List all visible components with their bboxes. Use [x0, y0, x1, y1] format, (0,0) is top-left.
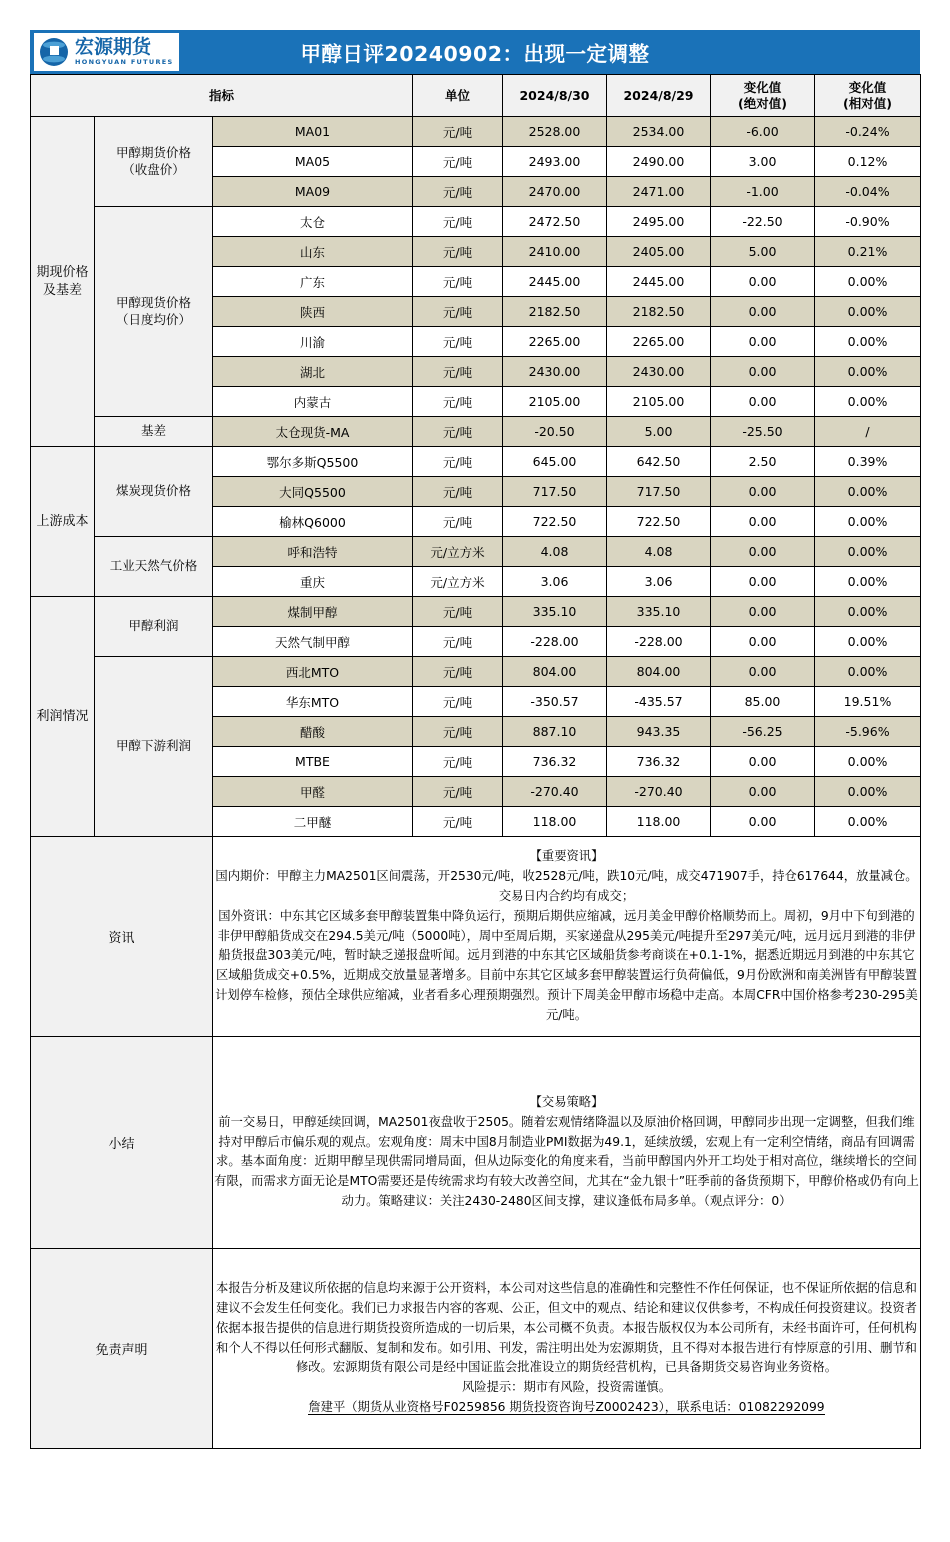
row-change-abs: 0.00	[711, 777, 815, 807]
row-change-abs: 0.00	[711, 357, 815, 387]
news-body: 【重要资讯】 国内期价：甲醇主力MA2501区间震荡，开2530元/吨，收2528元/吨，跌10元/吨，成交471907手，持仓617644，放量减仓。交易日内合约均有成交； 国外资讯：中东其它区域多套甲醇装置集中降负运行，预期后期供应缩减，远月美金甲醇价格顺势而上。周初，9月中下旬到港的非伊甲醇船货成交在294.5美元/吨（5000吨），周中至周后期，买家递盘从295美元/吨提升至297美元/吨，远月远月到港的非伊船货报盘303美元/吨，暂时缺乏递报盘听闻。远月到港的中东其它区域船货参考商谈在+0.1-1%，据悉近期远月到港的中东其它区域船货成交+0.5%，近期成交放量显著增多。目前中东其它区域多套甲醇装置运行负荷偏低，9月份欧洲和南美洲皆有甲醇装置计划停车检修，预估全球供应缩减，业者看多心理预期强烈。预计下周美金甲醇市场稳中走高。本周CFR中国价格参考230-295美元/吨。	[213, 837, 921, 1037]
row-item-name: 醋酸	[213, 717, 413, 747]
row-unit: 元/吨	[413, 687, 503, 717]
row-value-date2: 804.00	[607, 657, 711, 687]
group-label: 工业天然气价格	[95, 537, 213, 597]
row-change-abs: 0.00	[711, 567, 815, 597]
news-label: 资讯	[31, 837, 213, 1037]
row-change-abs: 2.50	[711, 447, 815, 477]
row-value-date1: -350.57	[503, 687, 607, 717]
table-row	[31, 597, 921, 627]
row-change-rel: 0.12%	[815, 147, 921, 177]
row-item-name: 山东	[213, 237, 413, 267]
row-item-name: 西北MTO	[213, 657, 413, 687]
summary-label: 小结	[31, 1037, 213, 1249]
row-change-abs: 3.00	[711, 147, 815, 177]
row-item-name: MA05	[213, 147, 413, 177]
row-unit: 元/吨	[413, 747, 503, 777]
row-value-date1: 2410.00	[503, 237, 607, 267]
col-header-change-abs: 变化值 (绝对值)	[711, 75, 815, 117]
row-value-date1: 645.00	[503, 447, 607, 477]
row-unit: 元/吨	[413, 207, 503, 237]
summary-body: 【交易策略】 前一交易日，甲醇延续回调，MA2501夜盘收于2505。随着宏观情绪降温以及原油价格回调，甲醇同步出现一定调整，但我们维持对甲醇后市偏乐观的观点。宏观角度：周末中国8月制造业PMI数据为49.1，延续放缓，宏观上有一定利空情绪，商品有回调需求。基本面角度：近期甲醇呈现供需同增局面，但从边际变化的角度来看，当前甲醇国内外开工均处于相对高位，继续增长的空间有限，而需求方面无论是MTO需要还是传统需求均有较大改善空间，尤其在“金九银十”旺季前的备货预期下，甲醇价格或仍有向上动力。策略建议：关注2430-2480区间支撑，建议逢低布局多单。（观点评分：0）	[213, 1037, 921, 1249]
row-value-date2: -228.00	[607, 627, 711, 657]
row-unit: 元/吨	[413, 357, 503, 387]
row-value-date1: 4.08	[503, 537, 607, 567]
row-unit: 元/立方米	[413, 567, 503, 597]
row-item-name: 广东	[213, 267, 413, 297]
row-unit: 元/吨	[413, 777, 503, 807]
logo-chinese-name: 宏源期货	[75, 36, 152, 59]
row-change-rel: 0.00%	[815, 597, 921, 627]
row-value-date2: 118.00	[607, 807, 711, 837]
row-change-abs: 0.00	[711, 507, 815, 537]
row-change-abs: 0.00	[711, 597, 815, 627]
col-header-date2: 2024/8/29	[607, 75, 711, 117]
row-value-date2: 2182.50	[607, 297, 711, 327]
row-value-date2: 2445.00	[607, 267, 711, 297]
table-row	[31, 447, 921, 477]
hongyuan-logo-icon	[38, 36, 70, 68]
col-header-change-rel: 变化值 (相对值)	[815, 75, 921, 117]
row-change-abs: 0.00	[711, 387, 815, 417]
row-item-name: 天然气制甲醇	[213, 627, 413, 657]
row-value-date1: 887.10	[503, 717, 607, 747]
row-value-date1: 2470.00	[503, 177, 607, 207]
row-value-date2: 2490.00	[607, 147, 711, 177]
row-value-date1: 2105.00	[503, 387, 607, 417]
table-row	[31, 537, 921, 567]
text-block-row	[31, 1037, 921, 1249]
row-value-date2: 717.50	[607, 477, 711, 507]
row-unit: 元/吨	[413, 597, 503, 627]
group-label: 甲醇利润	[95, 597, 213, 657]
row-change-abs: 85.00	[711, 687, 815, 717]
row-value-date1: 335.10	[503, 597, 607, 627]
row-value-date1: 804.00	[503, 657, 607, 687]
row-change-rel: -0.90%	[815, 207, 921, 237]
row-unit: 元/吨	[413, 267, 503, 297]
row-change-abs: -56.25	[711, 717, 815, 747]
row-change-rel: 0.00%	[815, 387, 921, 417]
row-item-name: 大同Q5500	[213, 477, 413, 507]
row-value-date1: 2430.00	[503, 357, 607, 387]
row-change-rel: 0.00%	[815, 567, 921, 597]
row-unit: 元/吨	[413, 117, 503, 147]
row-unit: 元/吨	[413, 717, 503, 747]
row-value-date1: -20.50	[503, 417, 607, 447]
row-value-date1: 2265.00	[503, 327, 607, 357]
company-logo	[34, 33, 179, 71]
row-value-date2: 335.10	[607, 597, 711, 627]
row-unit: 元/吨	[413, 657, 503, 687]
section-label: 利润情况	[31, 597, 95, 837]
row-unit: 元/吨	[413, 177, 503, 207]
group-label: 甲醇现货价格 （日度均价）	[95, 207, 213, 417]
row-change-abs: -6.00	[711, 117, 815, 147]
row-change-rel: 0.00%	[815, 657, 921, 687]
table-row	[31, 207, 921, 237]
row-value-date2: 2534.00	[607, 117, 711, 147]
group-label: 甲醇下游利润	[95, 657, 213, 837]
row-value-date1: 2493.00	[503, 147, 607, 177]
col-header-indicator: 指标	[31, 75, 413, 117]
row-value-date2: 2105.00	[607, 387, 711, 417]
row-value-date1: -270.40	[503, 777, 607, 807]
row-item-name: 重庆	[213, 567, 413, 597]
row-change-rel: 0.00%	[815, 507, 921, 537]
row-item-name: MTBE	[213, 747, 413, 777]
row-value-date1: -228.00	[503, 627, 607, 657]
row-value-date2: 4.08	[607, 537, 711, 567]
row-value-date2: 2495.00	[607, 207, 711, 237]
table-body	[31, 75, 921, 1449]
row-item-name: 湖北	[213, 357, 413, 387]
row-item-name: MA01	[213, 117, 413, 147]
row-change-abs: 0.00	[711, 297, 815, 327]
row-unit: 元/吨	[413, 627, 503, 657]
row-unit: 元/吨	[413, 237, 503, 267]
row-change-abs: 0.00	[711, 807, 815, 837]
row-change-abs: 0.00	[711, 477, 815, 507]
row-change-rel: 0.39%	[815, 447, 921, 477]
row-item-name: 鄂尔多斯Q5500	[213, 447, 413, 477]
row-change-rel: -5.96%	[815, 717, 921, 747]
row-unit: 元/吨	[413, 447, 503, 477]
row-item-name: 二甲醚	[213, 807, 413, 837]
row-value-date2: 3.06	[607, 567, 711, 597]
row-value-date2: 2430.00	[607, 357, 711, 387]
row-item-name: 陕西	[213, 297, 413, 327]
row-change-rel: 0.00%	[815, 357, 921, 387]
row-change-rel: 0.00%	[815, 627, 921, 657]
row-value-date2: 2471.00	[607, 177, 711, 207]
row-item-name: 甲醛	[213, 777, 413, 807]
row-item-name: 煤制甲醇	[213, 597, 413, 627]
row-value-date2: 5.00	[607, 417, 711, 447]
row-unit: 元/吨	[413, 327, 503, 357]
row-value-date2: 736.32	[607, 747, 711, 777]
row-change-abs: -25.50	[711, 417, 815, 447]
text-block-row	[31, 1249, 921, 1449]
row-unit: 元/吨	[413, 507, 503, 537]
row-unit: 元/吨	[413, 147, 503, 177]
report-header	[30, 30, 920, 74]
row-value-date2: 943.35	[607, 717, 711, 747]
row-unit: 元/立方米	[413, 537, 503, 567]
row-value-date2: 2405.00	[607, 237, 711, 267]
row-value-date1: 2182.50	[503, 297, 607, 327]
row-change-rel: /	[815, 417, 921, 447]
row-change-abs: 5.00	[711, 237, 815, 267]
section-label: 期现价格 及基差	[31, 117, 95, 447]
row-change-abs: 0.00	[711, 657, 815, 687]
row-change-abs: 0.00	[711, 327, 815, 357]
row-value-date1: 118.00	[503, 807, 607, 837]
row-unit: 元/吨	[413, 807, 503, 837]
data-table	[30, 74, 921, 1449]
row-change-abs: 0.00	[711, 267, 815, 297]
group-label: 甲醇期货价格 （收盘价）	[95, 117, 213, 207]
row-item-name: 太仓	[213, 207, 413, 237]
row-value-date2: 642.50	[607, 447, 711, 477]
row-change-rel: -0.04%	[815, 177, 921, 207]
row-change-rel: 19.51%	[815, 687, 921, 717]
row-value-date1: 722.50	[503, 507, 607, 537]
disclaimer-label: 免责声明	[31, 1249, 213, 1449]
row-value-date1: 2528.00	[503, 117, 607, 147]
logo-text	[75, 38, 173, 66]
disclaimer-body: 本报告分析及建议所依据的信息均来源于公开资料，本公司对这些信息的准确性和完整性不作任何保证，也不保证所依据的信息和建议不会发生任何变化。我们已力求报告内容的客观、公正，但文中的观点、结论和建议仅供参考，不构成任何投资建议。投资者依据本报告提供的信息进行期货投资所造成的一切后果，本公司概不负责。本报告版权仅为本公司所有，未经书面许可，任何机构和个人不得以任何形式翻版、复制和发布。如引用、刊发，需注明出处为宏源期货，且不得对本报告进行有悖原意的引用、删节和修改。宏源期货有限公司是经中国证监会批准设立的期货经营机构，已具备期货交易咨询业务资格。 风险提示：期市有风险，投资需谨慎。 詹建平（期货从业资格号F0259856 期货投资咨询号Z0002423），联系电话：01082292099	[213, 1249, 921, 1449]
group-label: 基差	[95, 417, 213, 447]
row-change-rel: 0.00%	[815, 327, 921, 357]
group-label: 煤炭现货价格	[95, 447, 213, 537]
row-change-rel: 0.00%	[815, 807, 921, 837]
row-item-name: 太仓现货-MA	[213, 417, 413, 447]
row-change-rel: 0.00%	[815, 747, 921, 777]
row-value-date2: -435.57	[607, 687, 711, 717]
logo-english-name: HONGYUAN FUTURES	[75, 58, 174, 67]
row-change-abs: 0.00	[711, 627, 815, 657]
row-change-abs: -1.00	[711, 177, 815, 207]
row-change-abs: 0.00	[711, 537, 815, 567]
row-item-name: 华东MTO	[213, 687, 413, 717]
row-value-date1: 2445.00	[503, 267, 607, 297]
row-item-name: 榆林Q6000	[213, 507, 413, 537]
col-header-date1: 2024/8/30	[503, 75, 607, 117]
row-change-rel: 0.00%	[815, 297, 921, 327]
table-row	[31, 417, 921, 447]
row-change-abs: -22.50	[711, 207, 815, 237]
table-header-row	[31, 75, 921, 117]
row-unit: 元/吨	[413, 417, 503, 447]
text-block-row	[31, 837, 921, 1037]
col-header-unit: 单位	[413, 75, 503, 117]
report-title: 甲醇日评20240902：出现一定调整	[300, 42, 650, 66]
row-change-rel: 0.00%	[815, 777, 921, 807]
row-value-date1: 717.50	[503, 477, 607, 507]
row-change-rel: -0.24%	[815, 117, 921, 147]
row-item-name: 呼和浩特	[213, 537, 413, 567]
row-unit: 元/吨	[413, 477, 503, 507]
table-row	[31, 657, 921, 687]
row-change-rel: 0.21%	[815, 237, 921, 267]
row-value-date1: 736.32	[503, 747, 607, 777]
row-change-rel: 0.00%	[815, 537, 921, 567]
row-unit: 元/吨	[413, 387, 503, 417]
row-change-rel: 0.00%	[815, 477, 921, 507]
row-unit: 元/吨	[413, 297, 503, 327]
row-value-date2: -270.40	[607, 777, 711, 807]
row-change-rel: 0.00%	[815, 267, 921, 297]
row-item-name: 川渝	[213, 327, 413, 357]
table-row	[31, 117, 921, 147]
row-value-date1: 2472.50	[503, 207, 607, 237]
row-item-name: MA09	[213, 177, 413, 207]
row-value-date2: 2265.00	[607, 327, 711, 357]
row-item-name: 内蒙古	[213, 387, 413, 417]
row-value-date2: 722.50	[607, 507, 711, 537]
row-change-abs: 0.00	[711, 747, 815, 777]
section-label: 上游成本	[31, 447, 95, 597]
row-value-date1: 3.06	[503, 567, 607, 597]
